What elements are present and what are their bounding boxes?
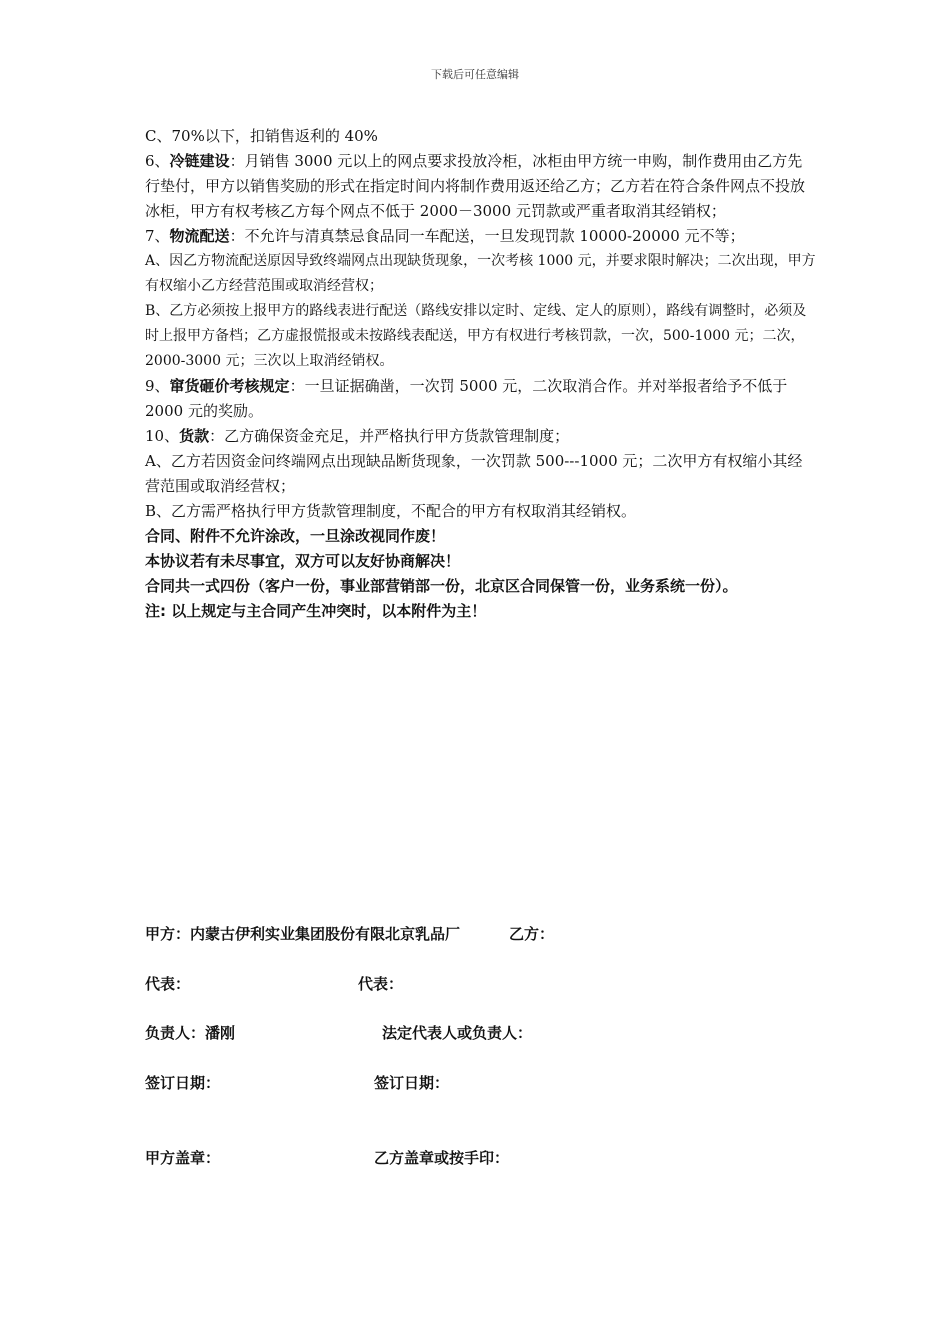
clause-7-number: 7、 bbox=[145, 227, 170, 245]
clause-7-title: 物流配送 bbox=[169, 227, 230, 245]
clause-7-b: B、乙方必须按上报甲方的路线表进行配送（路线安排以定时、定线、定人的原则），路线有调整时，必须及时上报甲方备档；乙方虚报慌报或未按路线表配送，甲方有权进行考核罚款，一次，500-1000 元；二次，2000-3000 元；三次以上取消经销权。 bbox=[145, 303, 807, 369]
clause-6-number: 6、 bbox=[145, 152, 170, 170]
page-header-note: 下载后可任意编辑 bbox=[431, 68, 519, 81]
party-b-legal-representative: 法定代表人或负责人： bbox=[382, 1024, 533, 1042]
note-negotiation: 本协议若有未尽事宜，双方可以友好协商解决！ bbox=[145, 552, 461, 570]
clause-7-body: ：不允许与清真禁忌食品同一车配送，一旦发现罚款 10000-20000 元不等； bbox=[229, 227, 745, 245]
party-b-representative: 代表： bbox=[358, 975, 404, 993]
clause-9-title: 窜货砸价考核规定 bbox=[169, 377, 290, 395]
party-a-sign-date: 签订日期： bbox=[145, 1074, 221, 1092]
clause-9 bbox=[145, 374, 817, 424]
contract-body bbox=[145, 124, 817, 624]
clause-6 bbox=[145, 149, 817, 224]
note-precedence: 注: 以上规定与主合同产生冲突时，以本附件为主！ bbox=[145, 602, 487, 620]
party-b-sign-date: 签订日期： bbox=[374, 1074, 450, 1092]
party-b-seal: 乙方盖章或按手印： bbox=[374, 1149, 510, 1167]
note-no-alteration: 合同、附件不允许涂改，一旦涂改视同作废！ bbox=[145, 527, 446, 545]
party-b-name: 乙方： bbox=[509, 925, 555, 943]
party-a-seal: 甲方盖章： bbox=[145, 1149, 221, 1167]
clause-10-b: B、乙方需严格执行甲方货款管理制度，不配合的甲方有权取消其经销权。 bbox=[145, 502, 637, 520]
clause-7 bbox=[145, 224, 817, 249]
clause-10 bbox=[145, 424, 817, 449]
clause-10-body: ：乙方确保资金充足，并严格执行甲方货款管理制度； bbox=[209, 427, 570, 445]
note-copies: 合同共一式四份（客户一份，事业部营销部一份，北京区合同保管一份，业务系统一份）。 bbox=[145, 577, 738, 595]
clause-6-title: 冷链建设 bbox=[169, 152, 230, 170]
clause-10-title: 货款 bbox=[179, 427, 210, 445]
clause-10-a: A、乙方若因资金问终端网点出现缺品断货现象，一次罚款 500---1000 元；二次甲方有权缩小其经营范围或取消经营权； bbox=[145, 452, 803, 495]
clause-c-line: C、70%以下，扣销售返利的 40% bbox=[145, 127, 378, 145]
clause-6-body: ：月销售 3000 元以上的网点要求投放冷柜，冰柜由甲方统一申购，制作费用由乙方先行垫付，甲方以销售奖励的形式在指定时间内将制作费用返还给乙方；乙方若在符合条件网点不投放冰柜，甲方有权考核乙方每个网点不低于 2000－3000 元罚款或严重者取消其经销权； bbox=[145, 152, 806, 220]
party-a-leader: 负责人：潘刚 bbox=[145, 1024, 236, 1042]
party-a-name: 甲方：内蒙古伊利实业集团股份有限北京乳品厂 bbox=[145, 925, 461, 943]
clause-9-body: ：一旦证据确凿，一次罚 5000 元，二次取消合作。并对举报者给予不低于 2000 元的奖励。 bbox=[145, 377, 788, 420]
clause-10-number: 10、 bbox=[145, 427, 180, 445]
clause-9-number: 9、 bbox=[145, 377, 170, 395]
clause-7-a: A、因乙方物流配送原因导致终端网点出现缺货现象，一次考核 1000 元，并要求限时解决；二次出现，甲方有权缩小乙方经营范围或取消经营权； bbox=[145, 253, 816, 294]
party-a-representative: 代表： bbox=[145, 975, 191, 993]
